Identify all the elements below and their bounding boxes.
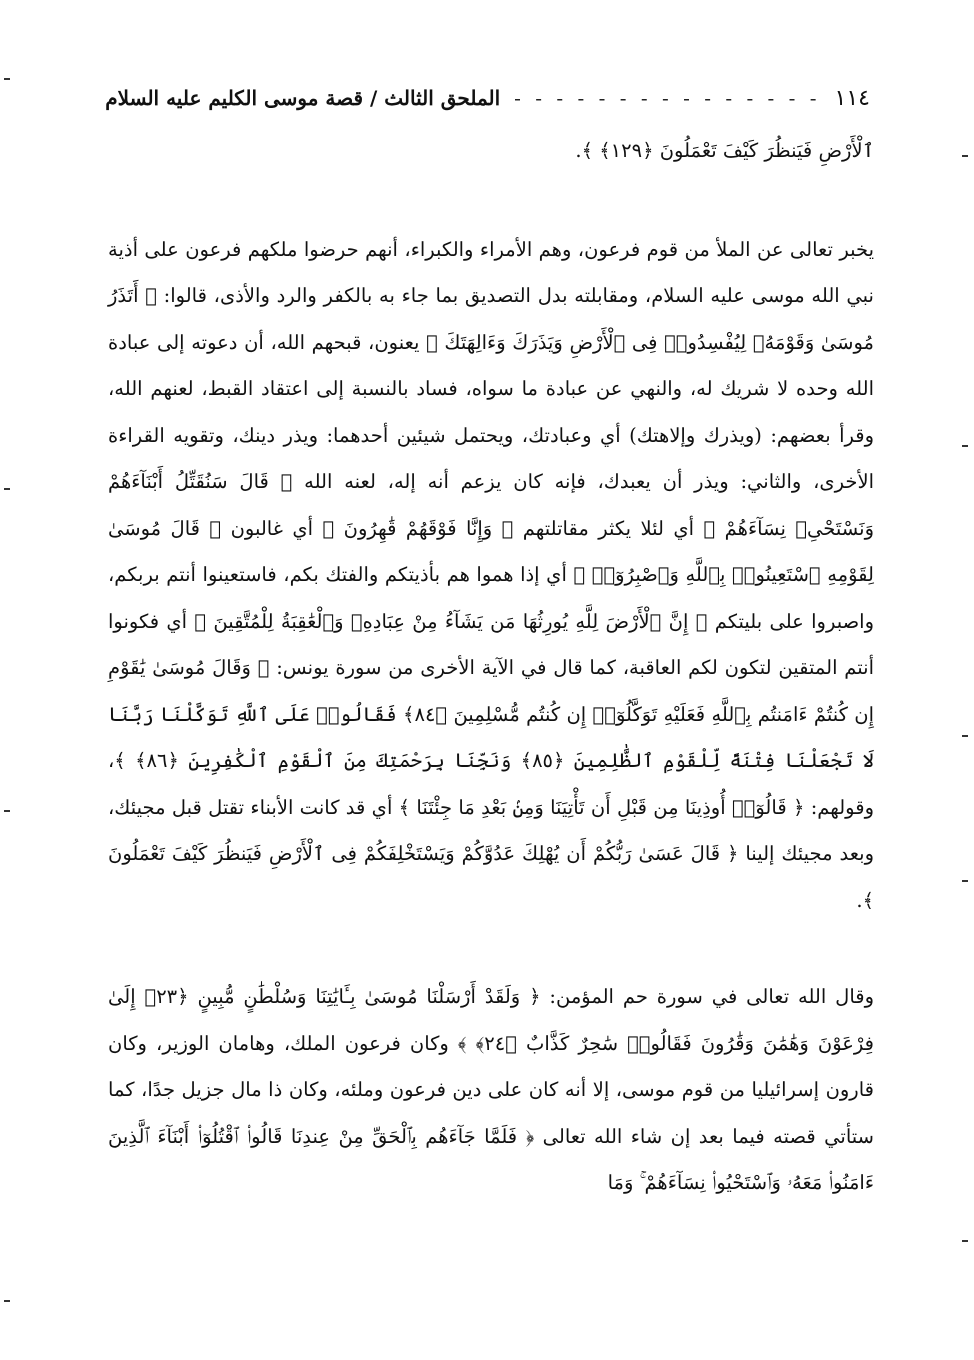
scan-edge-mark xyxy=(4,78,10,80)
scan-edge-mark xyxy=(4,1300,10,1302)
scan-edge-mark xyxy=(962,1240,968,1242)
scan-edge-mark xyxy=(4,488,10,490)
verse-continuation: ٱلْأَرْضِ فَيَنظُرَ كَيْفَ تَعْمَلُونَ ﴿١٢٩﴾ ﴾. xyxy=(575,139,874,162)
header-dash-rule: - - - - - - - - - - - - - - - xyxy=(514,86,821,110)
scan-edge-mark xyxy=(962,880,968,882)
paragraph-surah-ghafir: وقال الله تعالى في سورة حم المؤمن: ﴿ وَلَقَدْ أَرْسَلْنَا مُوسَىٰ بِـَٔايَٰتِنَا وَسُلْطَٰنٍ مُّبِينٍ ﴿٢٣﴾ إِلَىٰ فِرْعَوْنَ وَهَٰمَٰنَ وَقَٰرُونَ فَقَالُوا۟ سَٰحِرٌ كَذَّابٌ ﴿٢٤﴾ ﴾ وكان فرعون الملك، وهامان الوزير، وكان قارون إسرائيليا من قوم موسى، إلا أنه كان على دين فرعون وملئه، وكان ذا مال جزيل جدًا، كما ستأتي قصته فيما بعد إن شاء الله تعالى ﴿ فَلَمَّا جَآءَهُم بِٱلْحَقِّ مِنْ عِندِنَا قَالُوا۟ ٱقْتُلُوٓا۟ أَبْنَآءَ ٱلَّذِينَ ءَامَنُوا۟ مَعَهُۥ وَٱسْتَحْيُوا۟ نِسَآءَهُمْ ۚ وَمَا xyxy=(108,985,874,1194)
scan-edge-mark xyxy=(962,735,968,737)
scan-edge-mark xyxy=(962,155,968,157)
page-header xyxy=(105,78,870,118)
scan-edge-mark xyxy=(4,810,10,812)
running-title: الملحق الثالث / قصة موسى الكليم عليه السلام xyxy=(105,86,501,110)
page-body xyxy=(108,128,874,1207)
page-number: ١١٤ xyxy=(834,85,870,111)
scan-edge-mark xyxy=(962,445,968,447)
paragraph-commentary: يخبر تعالى عن الملأ من قوم فرعون، وهم الأمراء والكبراء، أنهم حرضوا ملكهم فرعون على أذية نبي الله موسى عليه السلام، ومقابلته بدل التصديق بما جاء به بالكفر والرد والأذى، قالوا: ﴿ أَتَذَرُ مُوسَىٰ وَقَوْمَهُۥ لِيُفْسِدُوا۟ فِى ٱلْأَرْضِ وَيَذَرَكَ وَءَالِهَتَكَ ﴾ يعنون، قبحهم الله، أن دعوته إلى عبادة الله وحده لا شريك له، والنهي عن عبادة ما سواه، فساد بالنسبة إلى اعتقاد القبط، لعنهم الله، وقرأ بعضهم: (ويذرك وإلاهتك) أي وعبادتك، ويحتمل شيئين أحدهما: ويذر دينك، وتقويه القراءة الأخرى، والثاني: ويذر أن يعبدك، فإنه كان يزعم أنه إله، لعنه الله ﴿ قَالَ سَنُقَتِّلُ أَبْنَآءَهُمْ وَنَسْتَحْىِۦ نِسَآءَهُمْ ﴾ أي لئلا يكثر مقاتلتهم ﴿ وَإِنَّا فَوْقَهُمْ قَٰهِرُونَ ﴾ أي غالبون ﴿ قَالَ مُوسَىٰ لِقَوْمِهِ ٱسْتَعِينُوا۟ بِٱللَّهِ وَٱصْبِرُوٓا۟ ﴾ أي إذا هموا هم بأذيتكم والفتك بكم، فاستعينوا أنتم بربكم، واصبروا على بليتكم ﴿ إِنَّ ٱلْأَرْضَ لِلَّهِ يُورِثُهَا مَن يَشَآءُ مِنْ عِبَادِهِۦ وَٱلْعَٰقِبَةُ لِلْمُتَّقِينَ ﴾ أي فكونوا أنتم المتقين لتكون لكم العاقبة، كما قال في الآية الأخرى من سورة يونس: ﴿ وَقَالَ مُوسَىٰ يَٰقَوْمِ إِن كُنتُمْ ءَامَنتُم بِٱللَّهِ فَعَلَيْهِ تَوَكَّلُوٓا۟ إِن كُنتُم مُّسْلِمِينَ ﴿٨٤﴾ فَقَالُوا۟ عَلَى ٱللَّهِ تَوَكَّلْنَا رَبَّنَا لَا تَجْعَلْنَا فِتْنَةً لِّلْقَوْمِ ٱلظَّٰلِمِينَ ﴿٨٥﴾ وَنَجِّنَا بِرَحْمَتِكَ مِنَ ٱلْقَوْمِ ٱلْكَٰفِرِينَ ﴿٨٦﴾ ﴾، وقولهم: ﴿ قَالُوٓا۟ أُوذِينَا مِن قَبْلِ أَن تَأْتِيَنَا وَمِنۢ بَعْدِ مَا جِئْتَنَا ﴾ أي قد كانت الأبناء تقتل قبل مجيئك، وبعد مجيئك إلينا ﴿ قَالَ عَسَىٰ رَبُّكُمْ أَن يُهْلِكَ عَدُوَّكُمْ وَيَسْتَخْلِفَكُمْ فِى ٱلْأَرْضِ فَيَنظُرَ كَيْفَ تَعْمَلُونَ ﴾. xyxy=(108,237,874,912)
